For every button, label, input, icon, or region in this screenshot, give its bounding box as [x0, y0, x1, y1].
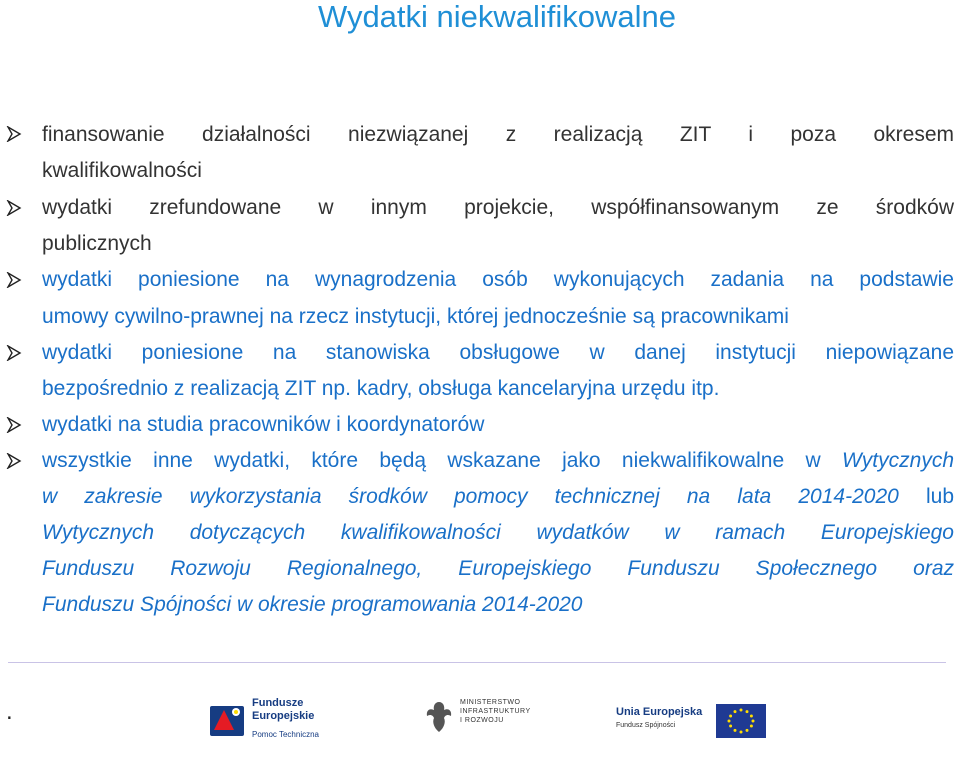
- bullet-3-line-1: wydatki poniesione na wynagrodzenia osób wykonujących zadania na podstawie: [42, 268, 954, 291]
- arrow-bullet-icon: [6, 453, 22, 469]
- unia-europejska-logo: [616, 696, 776, 748]
- arrow-bullet-icon: [6, 200, 22, 216]
- ministerstwo-logo: [424, 692, 584, 748]
- footer-divider: [8, 662, 946, 663]
- fe-title: Fundusze Europejskie: [252, 697, 315, 722]
- fundusze-europejskie-logo: [210, 692, 360, 748]
- arrow-bullet-icon: [6, 345, 22, 361]
- bullet-4-line-1: wydatki poniesione na stanowiska obsługowe w danej instytucji niepowiązane: [42, 341, 954, 364]
- bullet-6-line-1: [42, 448, 954, 474]
- fundusze-europejskie-emblem-icon: [210, 700, 246, 740]
- bullet-1-line-1: finansowanie działalności niezwiązanej z realizacją ZIT i poza okresem: [42, 123, 954, 146]
- polish-eagle-icon: [424, 698, 454, 736]
- arrow-bullet-icon: [6, 272, 22, 288]
- bullet-6-line-2: [42, 484, 954, 510]
- bullet-6-line-3: Wytycznych dotyczących kwalifikowalności wydatków w ramach Europejskiego: [42, 521, 954, 544]
- eu-subtitle: Fundusz Spójności: [616, 722, 676, 729]
- eu-title: Unia Europejska: [616, 706, 703, 718]
- arrow-bullet-icon: [6, 126, 22, 142]
- bullet-2-line-2: publicznych: [42, 232, 152, 255]
- page-title: Wydatki niekwalifikowalne: [317, 0, 677, 34]
- bullet-6-line-1-text: wszystkie inne wydatki, które będą wskazane jako niekwalifikowalne w: [42, 449, 821, 472]
- bullet-4-line-2: bezpośrednio z realizacją ZIT np. kadry, obsługa kancelaryjna urzędu itp.: [42, 377, 720, 400]
- bullet-6-line-5: Funduszu Spójności w okresie programowania 2014-2020: [42, 593, 583, 616]
- footer-dot: .: [6, 698, 13, 725]
- ministerstwo-name: MINISTERSTWO INFRASTRUKTURY I ROZWOJU: [460, 699, 531, 724]
- eu-flag-icon: [716, 704, 766, 738]
- bullet-3-line-2: umowy cywilno-prawnej na rzecz instytucji, której jednocześnie są pracownikami: [42, 305, 789, 328]
- arrow-bullet-icon: [6, 417, 22, 433]
- footer-logo-bar: [196, 678, 784, 758]
- bullet-6-conjunction: lub: [925, 485, 954, 508]
- bullet-5-line-1: wydatki na studia pracowników i koordynatorów: [42, 413, 485, 436]
- bullet-1-line-2: kwalifikowalności: [42, 159, 202, 182]
- bullet-6-italic-term: Wytycznych: [841, 449, 954, 472]
- bullet-6-line-2-text: w zakresie wykorzystania środków pomocy technicznej na lata 2014-2020: [42, 485, 899, 508]
- bullet-2-line-1: wydatki zrefundowane w innym projekcie, współfinansowanym ze środków: [42, 196, 954, 219]
- bullet-6-line-4: Funduszu Rozwoju Regionalnego, Europejskiego Funduszu Społecznego oraz: [42, 557, 954, 580]
- fe-subtitle: Pomoc Techniczna: [252, 730, 319, 739]
